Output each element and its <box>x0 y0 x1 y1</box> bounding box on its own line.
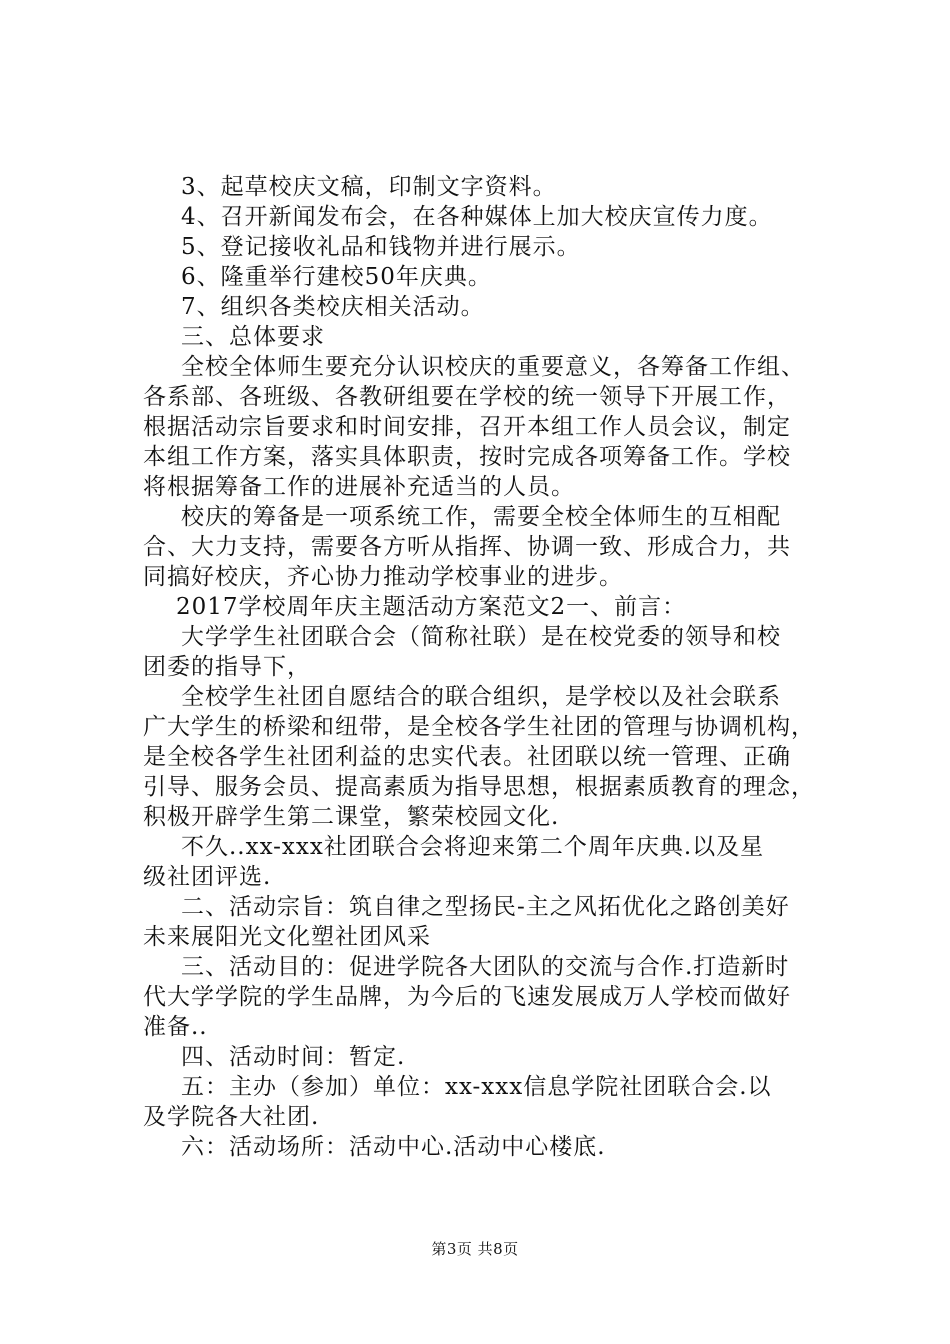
text-line: 6、隆重举行建校50年庆典。 <box>181 264 492 290</box>
text-line: 全校全体师生要充分认识校庆的重要意义，各筹备工作组、 <box>181 354 805 380</box>
text-line: 全校学生社团自愿结合的联合组织，是学校以及社会联系 <box>181 684 781 710</box>
text-line: 是全校各学生社团利益的忠实代表。社团联以统一管理、正确 <box>143 744 791 770</box>
text-line: 三、总体要求 <box>181 324 325 350</box>
text-line: 引导、服务会员、提高素质为指导思想，根据素质教育的理念， <box>143 774 815 800</box>
text-line: 各系部、各班级、各教研组要在学校的统一领导下开展工作， <box>143 384 791 410</box>
text-line: 本组工作方案，落实具体职责，按时完成各项筹备工作。学校 <box>143 444 791 470</box>
text-line: 5、登记接收礼品和钱物并进行展示。 <box>181 234 581 260</box>
page-footer: 第3页 共8页 <box>431 1240 519 1258</box>
text-line: 7、组织各类校庆相关活动。 <box>181 294 485 320</box>
text-line: 及学院各大社团. <box>143 1104 320 1130</box>
text-line: 代大学学院的学生品牌，为今后的飞速发展成万人学校而做好 <box>143 984 791 1010</box>
text-line: 三、活动目的：促进学院各大团队的交流与合作.打造新时 <box>181 954 790 980</box>
text-line: 3、起草校庆文稿，印制文字资料。 <box>181 174 557 200</box>
text-line: 将根据筹备工作的进展补充适当的人员。 <box>143 474 575 500</box>
text-line: 合、大力支持，需要各方听从指挥、协调一致、形成合力，共 <box>143 534 791 560</box>
text-line: 大学学生社团联合会（简称社联）是在校党委的领导和校 <box>181 624 781 650</box>
text-line: 级社团评选. <box>143 864 272 890</box>
text-line: 根据活动宗旨要求和时间安排，召开本组工作人员会议，制定 <box>143 414 791 440</box>
text-line: 校庆的筹备是一项系统工作，需要全校全体师生的互相配 <box>181 504 781 530</box>
text-line: 准备.. <box>143 1014 208 1040</box>
text-line: 五：主办（参加）单位：xx-xxx信息学院社团联合会.以 <box>181 1074 772 1100</box>
text-line: 未来展阳光文化塑社团风采 <box>143 924 431 950</box>
text-line: 二、活动宗旨：筑自律之型扬民-主之风拓优化之路创美好 <box>181 894 790 920</box>
text-line: 积极开辟学生第二课堂，繁荣校园文化. <box>143 804 560 830</box>
text-line: 四、活动时间：暂定. <box>181 1044 406 1070</box>
text-line: 团委的指导下， <box>143 654 311 680</box>
text-line: 同搞好校庆，齐心协力推动学校事业的进步。 <box>143 564 623 590</box>
text-line: 不久..xx-xxx社团联合会将迎来第二个周年庆典.以及星 <box>181 834 765 860</box>
text-line: 4、召开新闻发布会，在各种媒体上加大校庆宣传力度。 <box>181 204 773 230</box>
text-line: 2017学校周年庆主题活动方案范文2一、前言： <box>176 594 687 620</box>
text-line: 广大学生的桥梁和纽带，是全校各学生社团的管理与协调机构， <box>143 714 815 740</box>
text-line: 六：活动场所：活动中心.活动中心楼底. <box>181 1134 606 1160</box>
document-body <box>143 172 823 1162</box>
